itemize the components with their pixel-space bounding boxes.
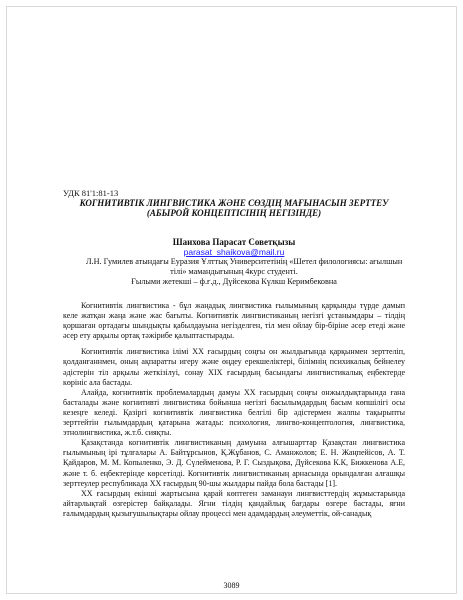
- udk-code: УДК 81'1:81-13: [63, 188, 119, 198]
- body-paragraph-3: Алайда, когнитивтік проблемалардың дамуы ХХ ғасырдың соңғы онжылдықтарында ғана басталады және когнитивті лингвистика бойынша негізгі басылымдардың басым көпшілігі осы кезеңге келеді. Қазіргі когнитивтік лингвистика белгілі бір әдістермен жалпы тақырыпты зерттейтін ғылымдардың қатарына жатады: психология, лингво-концептология, лингвистика, этнолингвистика, ж.т.б. сияқты.: [63, 387, 405, 438]
- article-title-line-2: (АБЫРОЙ КОНЦЕПТІСІНІҢ НЕГІЗІНДЕ): [146, 208, 322, 218]
- article-body: [63, 188, 405, 519]
- body-paragraph-4: Қазақстанда когнитивтік лингвистиканың дамуына алғышарттар Қазақстан лингвистика ғылымының ірі тұлғалары А. Байтұрсынов, Қ.Жұбанов, С. Аманжолов; Е. Н. Жаңпейісов, А. Т. Қайдаров, М. М. Копыленко, Э. Д. Сүлейменова, Р. Г. Сыздықова, Дүйсекова К.К, Бижкенова А.Е, және т. б. еңбектерінде көрсетілді. Когнитивтік лингвистиканың арнасында орындалған алғашқы зерттеулер республикада ХХ ғасырдың 90-шы жылдары пайда бола бастады [1].: [63, 438, 405, 488]
- author-name: Шаихова Парасат Советқызы: [172, 237, 296, 247]
- page-number: 3089: [223, 581, 240, 590]
- article-title-line-1: КОГНИТИВТІК ЛИНГВИСТИКА ЖӘНЕ СӨЗДІҢ МАҒЫНАСЫН ЗЕРТТЕУ: [79, 198, 389, 208]
- supervisor-line: Ғылыми жетекші – ф.ғ.д., Дүйсекова Күлкш Керимбековна: [131, 277, 337, 286]
- author-email-link[interactable]: parasat_shaikova@mail.ru: [183, 247, 285, 257]
- body-paragraph-2: Когнитивтік лингвистика ілімі ХХ ғасырдың соңғы он жылдығында қарқынмен зерттеліп, қолданғаннмен, оның ақпаратты игеру және өңдеу ерекшеліктері, білімнің психикалық бейнелеу әдістерін тіл арқылы жеткізілуі, сонау ХІХ ғасырдың басындағы лингвистикалық еңбектерде көрініс ала бастады.: [63, 347, 405, 387]
- affiliation-line-1: Л.Н. Гумилев атындағы Еуразия Ұлттық Университетінің «Шетел филологиясы: ағылшын: [86, 257, 403, 266]
- body-paragraph-5: ХХ ғасырдың екінші жартысына қарай көптеген заманауи лингвисттердің жұмыстарында айтарлықтай өзгерістер байқалады. Ягни тілдің қандайлық бағдары өзгере бастады, яғни ғалымдардың қызығушылықтары ойлау процессі мен адамдардың әлеуметтік, ой-санадық: [63, 488, 405, 518]
- affiliation-line-2: тілі» мамандығының 4курс студенті.: [170, 267, 298, 276]
- body-paragraph-1: Когнитивтік лингвистика - бұл жаңадық лингвистика ғылымының қарқынды түрде дамып келе жатқан жаңа және жас бағыты. Когнитивтік лингвистиканың негізгі ұстанымдары – тілдің қоршаған ортадағы шындықты қабылдауына негізделген, тіл мен ойлау бір-біріне әсер етеді және әсер ету арқылы ортақ тәжірибе қалыптастырады.: [63, 301, 405, 341]
